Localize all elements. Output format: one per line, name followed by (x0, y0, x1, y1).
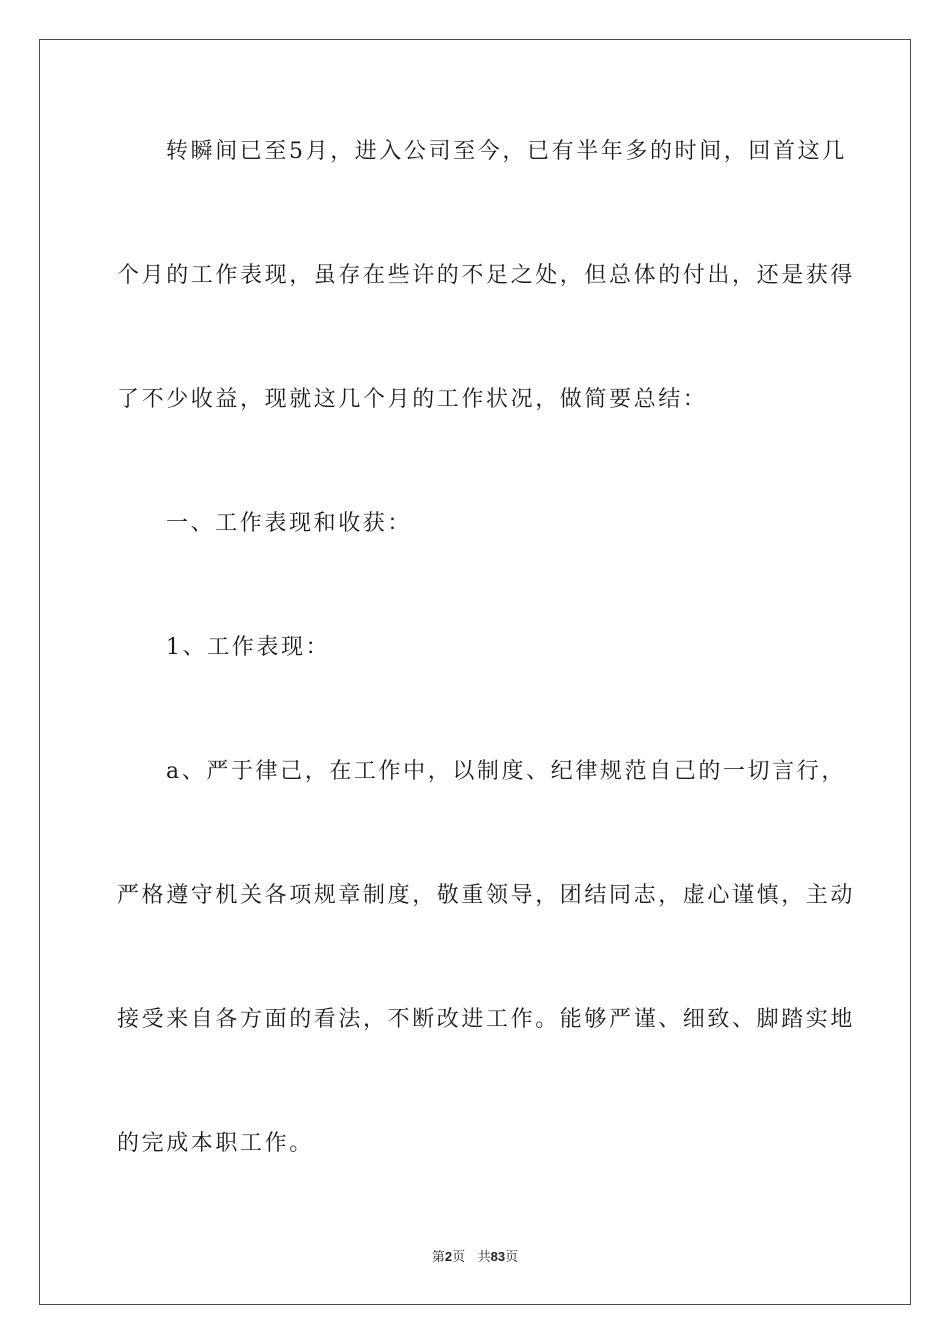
paragraph-line-5: 严格遵守机关各项规章制度，敬重领导，团结同志，虚心谨慎，主动 (117, 883, 856, 908)
subsection-heading: 1、工作表现： (166, 635, 331, 660)
paragraph-line-1: 转瞬间已至5月，进入公司至今，已有半年多的时间，回首这几 (166, 139, 847, 164)
paragraph-line-2: 个月的工作表现，虽存在些许的不足之处，但总体的付出，还是获得 (117, 263, 856, 288)
footer-page-prefix: 第 (431, 1250, 445, 1265)
footer-total-prefix: 共 (477, 1250, 491, 1265)
footer-page-number: 2 (444, 1249, 453, 1264)
footer-total-pages: 83 (490, 1249, 506, 1264)
footer-page-suffix: 页 (452, 1250, 466, 1265)
section-heading: 一、工作表现和收获： (166, 511, 413, 536)
page-border (39, 39, 911, 1305)
paragraph-line-3: 了不少收益，现就这几个月的工作状况，做简要总结： (117, 387, 708, 412)
paragraph-line-7: 的完成本职工作。 (117, 1131, 314, 1156)
footer-total-suffix: 页 (505, 1250, 519, 1265)
paragraph-line-6: 接受来自各方面的看法，不断改进工作。能够严谨、细致、脚踏实地 (117, 1007, 856, 1032)
page-footer (0, 1248, 950, 1267)
paragraph-line-4: a、严于律己，在工作中，以制度、纪律规范自己的一切言行， (166, 759, 846, 784)
